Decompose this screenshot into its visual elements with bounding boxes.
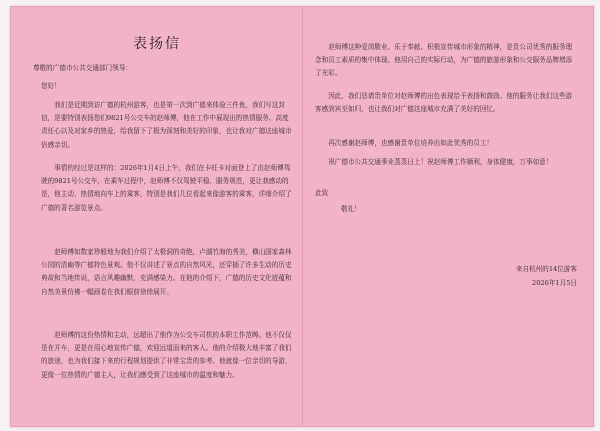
letter-paragraph-6: [315, 90, 577, 116]
signature-text: 来自杭州的14位游客: [515, 265, 577, 273]
letter-greeting: [41, 80, 295, 93]
paragraph-text: 祝广德市公共交通事业蒸蒸日上！祝赵师傅工作顺利，身体健康，万事如意！: [328, 158, 553, 166]
paragraph-text: 赵师傅这种爱岗敬业、乐于奉献、积极宣传城市形象的精神，是贵公司优秀的服务理念和员工素质的集中体现。他用自己的实际行动，为广德的旅游形象和公交服务品牌增添了光彩。: [315, 43, 573, 78]
letter-paragraph-5: [315, 41, 577, 81]
paragraph-text: 再次感谢赵师傅，也感谢贵单位培养出如此优秀的员工！: [328, 139, 494, 147]
paragraph-text: 我们是近期到访广德的杭州游客，也是第一次到广德来体验三件鱼，我们写这封信，是要特别表扬您们9821号公交车的赵师傅，他在工作中展现出的热情服务、高度责任心以及对家乡的热爱，给我留下了极为深刻和美好的印象，也让我对广德这座城市倍感亲切。: [41, 101, 292, 149]
letter-paragraph-3: [41, 246, 293, 299]
page-fold-line: [302, 7, 303, 426]
letter-paragraph-1: [41, 99, 293, 152]
letter-closing: [315, 187, 577, 200]
letter-title: 表扬信: [133, 36, 181, 52]
salutation-text: 尊敬的广德市公共交通部门领导：: [33, 64, 132, 72]
closing-text: 此致: [315, 189, 329, 197]
letter-signature: [315, 263, 577, 276]
letter-regards: [341, 203, 577, 216]
greeting-text: 您好！: [41, 82, 61, 90]
paragraph-text: 因此，我们恳请贵单位对赵师傅的出色表现给予表扬和鼓励。他的服务让我们这些游客感到宾至如归，也让我们对广德这座城市充满了美好的回忆。: [315, 92, 573, 114]
letter-paragraph-8: [315, 156, 577, 169]
letter-salutation: [33, 62, 295, 75]
date-text: 2026年1月5日: [532, 279, 577, 287]
letter-date: [315, 277, 577, 290]
letter-paragraph-7: [315, 137, 577, 150]
paragraph-text: 事情的经过是这样的：2026年1月4日上午，我们在卡旺卡对面登上了由赵师傅驾驶的9821号公交车，在乘车过程中，赵师傅不仅驾驶平稳、服务规范，更让我感动的是，他主动、热情地向车上的乘客，特别是我们几位看起来像游客的乘客，详细介绍了广德的著名游览景点。: [41, 164, 292, 212]
letter-paragraph-2: [41, 162, 293, 215]
letter-sheet: [10, 6, 594, 427]
letter-paragraph-4: [41, 329, 293, 382]
paragraph-text: 赵师傅如数家珍般地为我们介绍了太极洞的奇绝，卢湖竹海的秀美，横山国家森林公园的清幽等广德特色景观。他不仅讲述了景点的自然风光，还穿插了许多生动的历史典故和当地传说，语言风趣幽默，充满感染力。在他的介绍下，广德的历史文化底蕴和自然美景仿佛一幅画卷在我们眼前徐徐展开。: [41, 248, 292, 296]
paragraph-text: 赵师傅的这份热情和主动，远超出了他作为公交车司机的本职工作范畴。他不仅仅是在开车，更是在用心地宣传广德，欢迎远道而来的客人。他的介绍极大地丰富了我们的旅途，也为我们接下来的行程规划提供了非常宝贵的参考。他就像一位亲切的导游，更像一位热情的广德主人，让我们感受到了这座城市的温度和魅力。: [41, 331, 292, 379]
regards-text: 敬礼！: [341, 205, 361, 213]
